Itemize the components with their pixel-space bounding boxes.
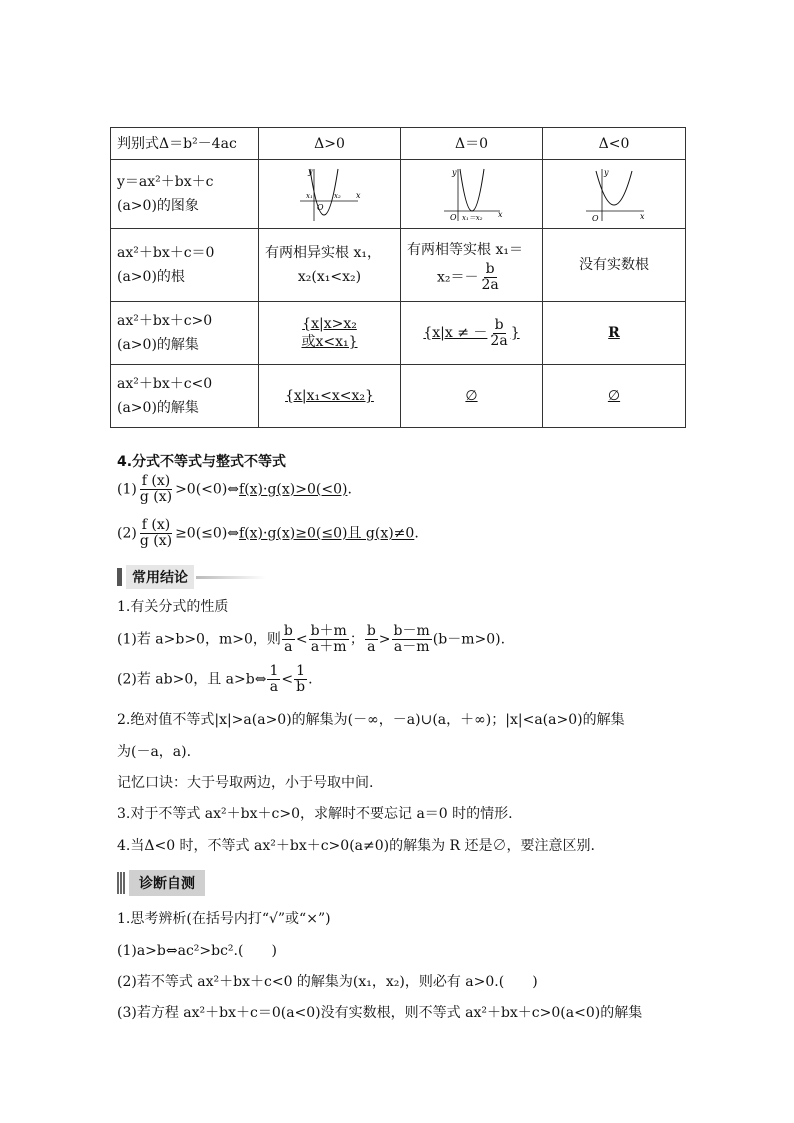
conclusion-4: 4.当Δ<0 时，不等式 ax²＋bx＋c>0(a≠0)的解集为 R 还是∅，要注意区别. [117,838,595,854]
denominator: a [269,679,279,695]
denominator: a＋m [310,639,347,655]
numerator: b [485,260,495,277]
answer: f(x)·g(x)>0(<0) [239,481,348,498]
table-row [111,229,686,302]
section-label: 诊断自测 [129,870,205,896]
roots-gt-cell [259,229,401,302]
section4-item2 [117,518,419,549]
header-line-decoration [196,576,266,579]
cell-line: {x|x>x₂ [302,316,357,332]
header-bar-decoration [117,872,125,894]
x-axis-label: x [640,212,645,221]
section4-item1 [117,474,352,505]
question-1-3: (3)若方程 ax²＋bx＋c＝0(a<0)没有实数根，则不等式 ax²＋bx＋c>0(a<0)的解集 [117,1005,643,1021]
numerator: f (x) [141,517,171,533]
text: (1)若 a>b>0，m>0，则 [117,631,281,648]
discriminant-table [110,127,686,428]
row-label: ax²＋bx＋c>0 (a>0)的解集 [111,302,259,365]
fraction [294,664,307,695]
x1-label: x₁ [305,192,313,200]
denominator: b [296,679,306,695]
cell-line: 有两相等实根 x₁＝ [407,241,523,258]
text: ； [349,631,364,648]
diagnosis-header [117,870,205,896]
table-header-row [111,128,686,160]
graph-two-roots [259,160,401,229]
answer: ∅ [465,388,478,404]
fraction [488,318,509,349]
numerator: 1 [269,663,279,679]
parabola-no-root-graph [582,165,646,223]
text: > [378,631,391,648]
fraction [480,262,501,293]
header-cell: Δ＝0 [401,128,543,160]
header-cell: Δ>0 [259,128,401,160]
denominator: g (x) [139,489,173,505]
section-label: 常用结论 [126,565,194,589]
answer [423,316,520,349]
conclusions-header [117,565,266,589]
text: } [510,325,520,341]
numerator: 1 [296,663,306,679]
text: ≥0(≤0)⇔ [175,525,240,542]
graph-double-root [401,160,543,229]
question-1: 1.思考辨析(在括号内打“√”或“×”) [117,911,331,927]
numerator: b [283,623,293,639]
question-1-2: (2)若不等式 ax²＋bx＋c<0 的解集为(x₁，x₂)，则必有 a>0.( ) [117,974,538,990]
cell-line [407,262,536,293]
denominator: a [367,639,376,655]
numerator: b－m [393,623,430,639]
conclusion-1-2 [117,664,313,695]
fraction [267,664,280,695]
fraction [138,518,174,549]
section4-title: 4.分式不等式与整式不等式 [117,454,287,470]
row-label: y＝ax²＋bx＋c (a>0)的图象 [111,160,259,229]
text: < [295,631,308,648]
origin-label: O [449,213,457,222]
denominator: 2a [481,276,499,293]
conclusion-1: 1.有关分式的性质 [117,599,229,615]
numerator: f (x) [141,473,171,489]
row-label: ax²＋bx＋c＝0 (a>0)的根 [111,229,259,302]
text: (2)若 ab>0，且 a>b⇔ [117,671,267,688]
cell-line: 有两相异实根 x₁， [265,245,381,261]
fraction [282,624,295,655]
text: (b－m>0). [432,631,506,648]
mnemonic: 记忆口诀：大于号取两边，小于号取中间. [117,775,374,791]
denominator: g (x) [139,533,173,549]
gt-lt-cell [543,302,686,365]
denominator: a－m [393,639,430,655]
conclusion-3: 3.对于不等式 ax²＋bx＋c>0，求解时不要忘记 a＝0 时的情形. [117,806,513,822]
header-cell: 判别式Δ＝b²－4ac [111,128,259,160]
y-axis-label: y [307,167,313,176]
text: x₂＝－ [437,269,479,285]
text: . [347,481,352,498]
lt-lt-cell [543,365,686,428]
text: < [281,671,294,688]
y-axis-label: y [451,168,457,177]
gt-eq-cell [401,302,543,365]
fraction [365,624,378,655]
fraction [392,624,432,655]
numerator: b＋m [310,623,347,639]
fraction [309,624,349,655]
x1-eq-x2-label: x₁＝x₂ [461,214,483,222]
x-axis-label: x [497,210,503,219]
cell-line: x₂(x₁<x₂) [297,269,362,285]
gt-gt-cell [259,302,401,365]
table-row [111,160,686,229]
header-bar-decoration [117,568,122,586]
denominator: 2a [490,332,508,349]
roots-eq-cell [401,229,543,302]
answer: R [608,325,620,341]
table-row [111,365,686,428]
origin-label: O [316,203,324,212]
y-axis-label: y [604,168,609,177]
numerator: b [366,623,376,639]
row-label: ax²＋bx＋c<0 (a>0)的解集 [111,365,259,428]
origin-label: O [592,214,599,223]
text: {x|x ≠ － [423,325,488,341]
roots-lt-cell: 没有实数根 [543,229,686,302]
text: . [414,525,419,542]
answer: ∅ [607,388,621,404]
x-axis-label: x [355,191,361,200]
text: (1) [117,481,137,498]
table-row [111,302,686,365]
conclusion-2-line1: 2.绝对值不等式|x|>a(a>0)的解集为(－∞，－a)∪(a，＋∞)；|x|<a(a>0)的解集 [117,712,625,728]
question-1-1: (1)a>b⇔ac²>bc².( ) [117,943,277,959]
conclusion-2-line2: 为(－a，a). [117,744,192,760]
denominator: a [284,639,293,655]
lt-gt-cell [259,365,401,428]
answer: {x|x₁<x<x₂} [285,388,374,404]
answer: f(x)·g(x)≥0(≤0)且 g(x)≠0 [239,525,415,542]
numerator: b [494,316,504,333]
header-cell: Δ<0 [543,128,686,160]
lt-eq-cell [401,365,543,428]
text: >0(<0)⇔ [175,481,240,498]
text: (2) [117,525,137,542]
fraction [138,474,174,505]
parabola-double-root-graph [440,165,504,223]
cell-line: 或x<x₁} [301,334,358,350]
parabola-two-roots-graph [298,165,362,223]
conclusion-1-1 [117,624,505,655]
x2-label: x₂ [333,192,341,200]
graph-no-root [543,160,686,229]
text: . [308,671,313,688]
